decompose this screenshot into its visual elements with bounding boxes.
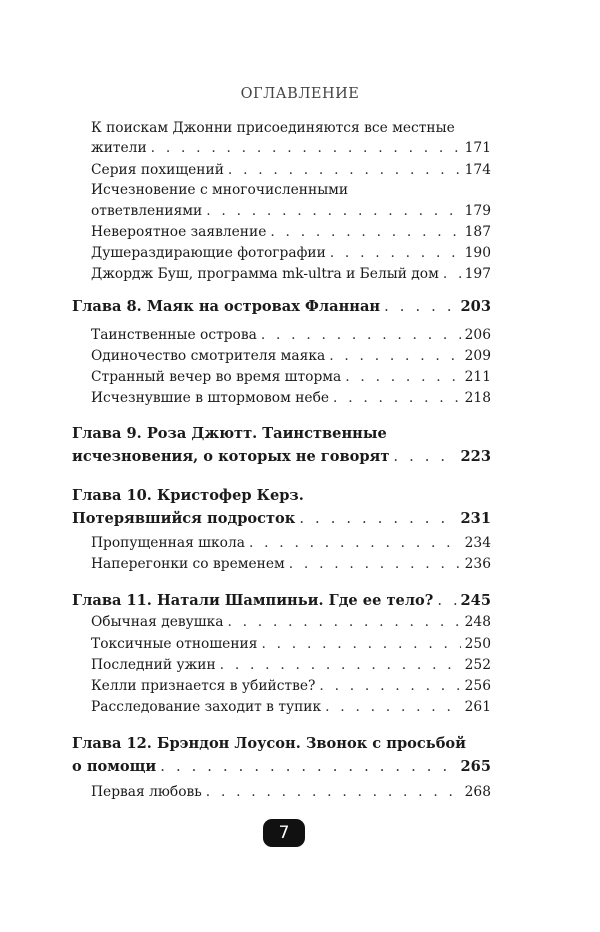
toc-entry-label: Келли признается в убийстве? [91, 678, 316, 694]
toc-entry-label: Наперегонки со временем [91, 556, 285, 572]
toc-entry-label: ответвлениями [91, 203, 203, 219]
toc-entry-page: 236 [464, 556, 491, 572]
toc-chapter-title: Глава 8. Маяк на островах Фланнан [72, 298, 381, 315]
toc-entry [91, 784, 491, 800]
toc-entry-first-line: Исчезновение с многочисленными [91, 182, 349, 198]
toc-entry [91, 556, 491, 572]
toc-chapter-first-line: Глава 9. Роза Джютт. Таинственные [72, 425, 387, 442]
dot-leader [220, 657, 461, 673]
toc-entry-label: Невероятное заявление [91, 224, 267, 240]
toc-entry [91, 245, 491, 261]
dot-leader [160, 758, 456, 775]
toc-chapter [72, 758, 491, 775]
dot-leader [206, 784, 461, 800]
toc-chapter [72, 448, 491, 465]
toc-entry-label: Обычная девушка [91, 614, 224, 630]
toc-entry-page: 250 [464, 636, 491, 652]
toc-entry-label: Пропущенная школа [91, 535, 245, 551]
toc-entry-label: Серия похищений [91, 162, 224, 178]
toc-entry [91, 699, 491, 715]
dot-leader [249, 535, 461, 551]
toc-chapter-page: 231 [460, 510, 491, 527]
dot-leader [261, 636, 460, 652]
toc-entry-page: 218 [464, 390, 491, 406]
toc-entry-label: Исчезнувшие в штормовом небе [91, 390, 330, 406]
toc-entry-page: 256 [464, 678, 491, 694]
toc-entry-page: 179 [464, 203, 491, 219]
toc-entry-page: 171 [464, 140, 491, 156]
toc-chapter-title: исчезновения, о которых не говорят [72, 448, 390, 465]
toc-entry-label: жители [91, 140, 147, 156]
toc-entry-page: 174 [464, 162, 491, 178]
dot-leader [333, 390, 461, 406]
toc-entry-page: 234 [464, 535, 491, 551]
dot-leader [437, 592, 456, 609]
toc-entry-page: 206 [464, 327, 491, 343]
toc-entry-page: 268 [464, 784, 491, 800]
toc-chapter [72, 510, 491, 527]
dot-leader [325, 699, 461, 715]
toc-entry-label: Первая любовь [91, 784, 202, 800]
toc-entry [91, 348, 491, 364]
toc-entry [91, 224, 491, 240]
toc-entry-label: Душераздирающие фотографии [91, 245, 326, 261]
dot-leader [270, 224, 460, 240]
toc-entry [91, 636, 491, 652]
toc-chapter-title: о помощи [72, 758, 157, 775]
toc-entry [91, 369, 491, 385]
toc-chapter-page: 265 [460, 758, 491, 775]
toc-entry [91, 203, 491, 219]
dot-leader [443, 266, 461, 282]
toc-chapter [72, 298, 491, 315]
toc-entry [91, 140, 491, 156]
page-header: ОГЛАВЛЕНИЕ [240, 86, 360, 102]
dot-leader [384, 298, 456, 315]
toc-entry-label: Токсичные отношения [91, 636, 258, 652]
toc-entry [91, 614, 491, 630]
toc-entry-label: Таинственные острова [91, 327, 257, 343]
dot-leader [299, 510, 456, 527]
toc-entry-page: 190 [464, 245, 491, 261]
toc-entry-page: 209 [464, 348, 491, 364]
toc-chapter-title: Потерявшийся подросток [72, 510, 296, 527]
toc-entry-page: 261 [464, 699, 491, 715]
dot-leader [206, 203, 460, 219]
toc-entry [91, 390, 491, 406]
toc-entry [91, 327, 491, 343]
toc-entry-page: 252 [464, 657, 491, 673]
dot-leader [393, 448, 456, 465]
toc-chapter-page: 203 [460, 298, 491, 315]
dot-leader [319, 678, 460, 694]
toc-entry-label: Одиночество смотрителя маяка [91, 348, 326, 364]
toc-entry [91, 678, 491, 694]
toc-entry [91, 535, 491, 551]
toc-chapter-page: 245 [460, 592, 491, 609]
toc-chapter-first-line: Глава 10. Кристофер Керз. [72, 487, 304, 504]
toc-entry-label: Расследование заходит в тупик [91, 699, 322, 715]
toc-chapter-page: 223 [460, 448, 491, 465]
toc-entry-page: 211 [464, 369, 491, 385]
toc-entry-label: Странный вечер во время шторма [91, 369, 342, 385]
dot-leader [228, 162, 461, 178]
toc-entry-first-line: К поискам Джонни присоединяются все местные [91, 120, 455, 136]
toc-entry-page: 187 [464, 224, 491, 240]
dot-leader [151, 140, 461, 156]
dot-leader [330, 245, 461, 261]
dot-leader [345, 369, 460, 385]
dot-leader [329, 348, 460, 364]
dot-leader [289, 556, 461, 572]
dot-leader [261, 327, 461, 343]
toc-chapter [72, 592, 491, 609]
toc-entry [91, 657, 491, 673]
toc-entry [91, 162, 491, 178]
toc-entry [91, 266, 491, 282]
page-number-badge: 7 [263, 819, 305, 847]
toc-entry-label: Последний ужин [91, 657, 216, 673]
toc-chapter-title: Глава 11. Натали Шампиньи. Где ее тело? [72, 592, 434, 609]
toc-entry-page: 197 [464, 266, 491, 282]
toc-entry-label: Джордж Буш, программа mk-ultra и Белый дом [91, 266, 439, 282]
toc-chapter-first-line: Глава 12. Брэндон Лоусон. Звонок с просьбой [72, 735, 466, 752]
toc-entry-page: 248 [464, 614, 491, 630]
dot-leader [227, 614, 460, 630]
